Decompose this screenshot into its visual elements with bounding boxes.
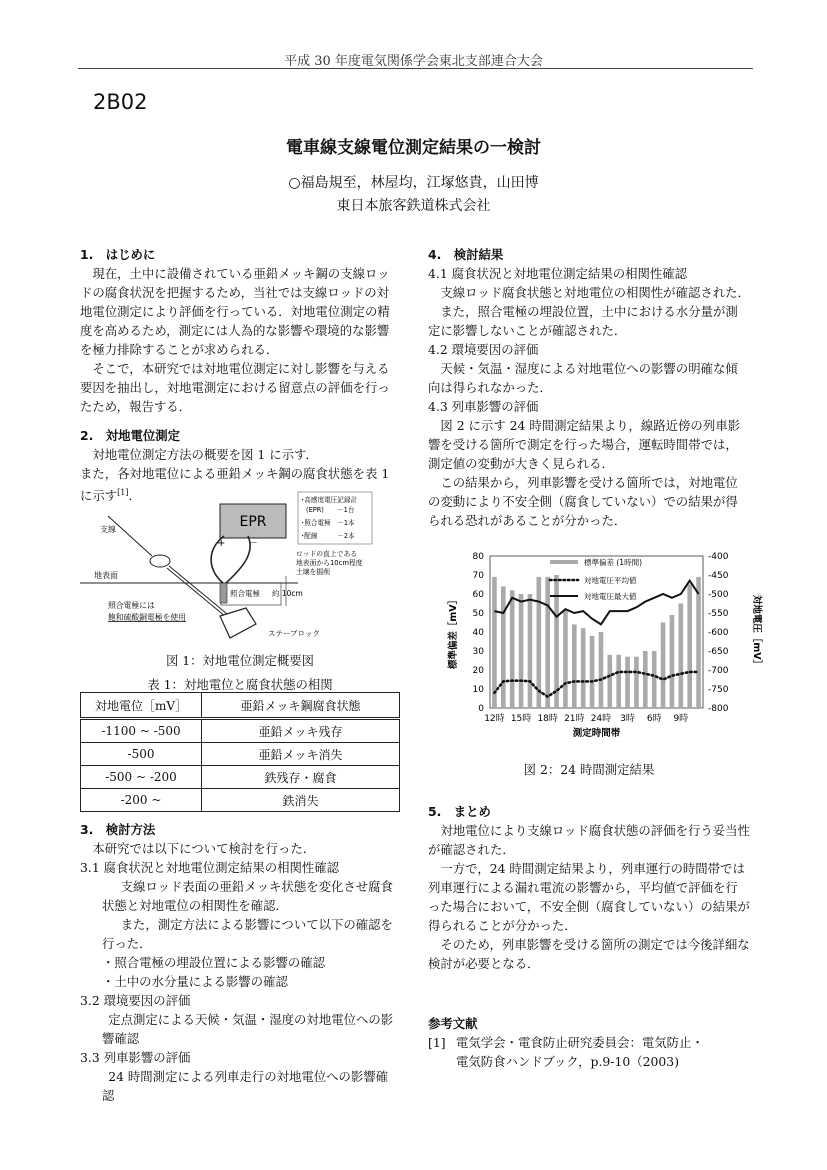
std-dev-bar (652, 651, 657, 708)
section-4-1-paragraph-2: また，照合電極の埋設位置，土中における水分量が測定に影響しないことが確認された． (428, 304, 738, 338)
reference-item (428, 1033, 750, 1071)
std-dev-bar (590, 636, 595, 708)
minus-terminal: － (248, 538, 258, 549)
table-cell: 亜鉛メッキ消失 (202, 743, 400, 766)
std-dev-bar (492, 577, 497, 708)
table-header-corrosion: 亜鉛メッキ鋼腐食状態 (202, 693, 400, 719)
plus-terminal: + (217, 538, 226, 549)
y-left-axis-label: 標準偏差［mV］ (448, 594, 459, 670)
std-dev-bar (528, 594, 533, 708)
table-cell: -500 (81, 743, 202, 766)
y-right-tick-label: -450 (708, 571, 729, 581)
legend-wire: ･配線 －2本 (301, 532, 355, 540)
figure-2-caption: 図 2：24 時間測定結果 (523, 762, 655, 777)
stay-block-label: ステーブロック (268, 629, 320, 638)
section-3-2-paragraph: 定点測定による天候・気温・湿度の対地電位への影響確認 (102, 1012, 394, 1046)
y-left-tick-label: 40 (472, 628, 484, 638)
guy-wire-line (108, 516, 152, 556)
std-dev-bar (510, 590, 515, 708)
section-2-title: 2. 対地電位測定 (80, 428, 181, 443)
section-3-2-heading: 3.2 環境要因の評価 (80, 993, 191, 1008)
legend-epr-count: (EPR) －1台 (306, 506, 355, 514)
std-dev-bar (572, 624, 577, 708)
y-left-tick-label: 80 (472, 552, 484, 562)
x-tick-label: 21時 (564, 714, 585, 724)
table-cell: -1100 ~ -500 (81, 719, 202, 743)
paper-title: 電車線支線電位測定結果の一検討 (286, 138, 541, 158)
guy-wire-label: 支線 (100, 525, 116, 534)
figure-1-diagram (80, 488, 410, 650)
epr-label: EPR (239, 514, 267, 530)
std-dev-bar (625, 657, 630, 708)
x-tick-label: 3時 (620, 714, 635, 724)
std-dev-bar (599, 632, 604, 708)
section-2-paragraph-2-text: また，各対地電位による亜鉛メッキ鋼の腐食状態を表 1 に示す (80, 466, 390, 504)
figure-1-caption: 図 1：対地電位測定概要図 (165, 653, 315, 668)
section-3-1-heading: 3.1 腐食状況と対地電位測定結果の相関性確認 (80, 860, 340, 875)
section-3-1-bullet-1: ・照合電極の埋設位置による影響の確認 (102, 955, 326, 970)
y-left-tick-label: 70 (472, 571, 484, 581)
section-5-paragraph-2: 一方で，24 時間測定結果より，列車運行の時間帯では列車運行による漏れ電流の影響から，平均値で評価を行った場合において，不安全側（腐食していない）の結果が得られることが分かった． (428, 861, 750, 933)
section-1-title: 1. はじめに (80, 247, 156, 262)
section-1-paragraph-1: 現在，土中に設備されている亜鉛メッキ鋼の支線ロッドの腐食状況を把握するため，当社では支線ロッドの対地電位測定により評価を行っている．対地電位測定の精度を高めるため，測定には人為的な影響や環境的な影響を極力排除することが求められる． (80, 266, 390, 357)
section-4-2-paragraph: 天候・気温・湿度による対地電位への影響の明確な傾向は得られなかった． (428, 361, 738, 395)
avg-voltage-line (494, 672, 698, 697)
std-dev-bar (545, 577, 550, 708)
std-dev-bar (501, 586, 506, 708)
paper-id: 2B02 (93, 90, 148, 114)
section-4-1-heading: 4.1 腐食状況と対地電位測定結果の相関性確認 (428, 266, 688, 281)
section-3-1-paragraph-1: 支線ロッド表面の亜鉛メッキ状態を変化させ腐食状態と対地電位の相関性を確認． (102, 879, 393, 913)
electrode-note-2: 飽和硫酸銅電極を使用 (108, 613, 186, 622)
reference-line-2: 電気防食ハンドブック，p.9-10（2003) (456, 1054, 680, 1069)
right-column-top (428, 245, 750, 530)
y-right-tick-label: -800 (708, 704, 729, 714)
reference-line-1: 電気学会・電食防止研究委員会：電気防止・ (456, 1035, 704, 1050)
conference-header: 平成 30 年度電気関係学会東北支部連合大会 (284, 54, 543, 69)
electrode-note-1: 照合電極には (108, 601, 155, 610)
table-1 (80, 692, 400, 812)
rod-note-2: 地表面から10cm程度 (296, 559, 363, 567)
table-header-potential: 対地電位［mV］ (81, 693, 202, 719)
figure-2-chart (440, 548, 770, 753)
x-tick-label: 6時 (646, 714, 662, 724)
y-right-tick-label: -700 (708, 666, 729, 676)
reference-electrode-label: 照合電極 (230, 589, 260, 598)
x-tick-label: 15時 (510, 714, 532, 724)
table-cell: -500 ~ -200 (81, 766, 202, 789)
x-tick-label: 9時 (673, 714, 689, 724)
header-rule (78, 68, 753, 69)
section-5-paragraph-3: そのため，列車影響を受ける箇所の測定では今後詳細な検討が必要となる． (428, 937, 750, 971)
affiliation: 東日本旅客鉄道株式会社 (336, 198, 491, 214)
y-right-tick-label: -750 (708, 685, 729, 695)
section-4-3-paragraph-1: 図 2 に示す 24 時間測定結果より，線路近傍の列車影響を受ける箇所で測定を行った場合，運転時間帯では，測定値の変動が大きく見られる． (428, 418, 740, 471)
x-axis-label: 測定時間帯 (572, 728, 621, 739)
std-dev-bar (519, 594, 524, 708)
std-dev-bar (616, 655, 621, 708)
references (428, 1014, 750, 1071)
y-left-tick-label: 50 (472, 609, 484, 619)
y-left-tick-label: 60 (472, 590, 484, 600)
table-cell: -200 ~ (81, 789, 202, 812)
depth-label: 約 10cm (272, 589, 303, 598)
y-right-tick-label: -500 (708, 590, 729, 600)
section-4-1-paragraph-1: 支線ロッド腐食状態と対地電位の相関性が確認された． (440, 285, 750, 300)
std-dev-bar (643, 651, 648, 708)
left-column-bottom (80, 820, 400, 1105)
y-right-axis-label: 対地電圧［mV］ (751, 594, 762, 670)
table-row (81, 766, 400, 789)
y-left-tick-label: 30 (472, 647, 484, 657)
std-dev-bar (581, 628, 586, 708)
section-5-title: 5. まとめ (428, 804, 491, 819)
section-3-3-heading: 3.3 列車影響の評価 (80, 1050, 191, 1065)
ground-surface-label: 地表面 (94, 571, 118, 580)
wire-minus (226, 536, 250, 583)
std-dev-bar (608, 655, 613, 708)
table-row (81, 743, 400, 766)
rod-note-1: ロッドの直上である (296, 550, 358, 558)
std-dev-bar (679, 604, 684, 709)
table-1-caption: 表 1：対地電位と腐食状態の相関 (147, 677, 333, 692)
std-dev-bar (634, 657, 639, 708)
y-left-tick-label: 0 (478, 704, 484, 714)
section-1-paragraph-2: そこで，本研究では対地電位測定に対し影響を与える要因を抽出し，対地電測定における留意点の評価を行ったため，報告する． (80, 361, 390, 414)
table-cell: 鉄残存・腐食 (202, 766, 400, 789)
std-dev-bar (670, 615, 675, 708)
left-column-top (80, 245, 400, 505)
y-left-tick-label: 10 (472, 685, 484, 695)
table-cell: 鉄消失 (202, 789, 400, 812)
reference-number: [1] (428, 1035, 446, 1050)
legend-electrode: ･照合電極 －1本 (301, 519, 355, 527)
y-right-tick-label: -600 (708, 628, 729, 638)
reference-electrode (220, 583, 227, 603)
reference-text (456, 1033, 704, 1071)
table-row (81, 789, 400, 812)
legend-epr: ･高感度電圧記録計 (301, 496, 358, 504)
citation-ref: [1] (117, 488, 129, 497)
section-3-1-bullet-2: ・土中の水分量による影響の確認 (102, 974, 288, 989)
section-2-paragraph-1: 対地電位測定方法の概要を図 1 に示す． (92, 447, 318, 462)
guy-wire-insulator (150, 555, 170, 567)
section-4-3-paragraph-2: この結果から，列車影響を受ける箇所では，対地電位の変動により不安全側（腐食していない）での結果が得られる恐れがあることが分かった． (428, 475, 738, 528)
right-column-bottom (428, 802, 750, 973)
legend-label: 標準偏差 (1時間) (584, 558, 643, 567)
std-dev-bar (687, 585, 692, 709)
std-dev-bar (563, 611, 568, 708)
references-title: 参考文献 (428, 1016, 478, 1031)
y-right-tick-label: -550 (708, 609, 729, 619)
y-right-tick-label: -400 (708, 552, 729, 562)
section-5-paragraph-1: 対地電位により支線ロッド腐食状態の評価を行う妥当性が確認された． (428, 823, 750, 857)
section-3-title: 3. 検討方法 (80, 822, 156, 837)
authors: ○福島規至，林屋均，江塚悠貴，山田博 (288, 175, 539, 191)
legend-label: 対地電圧平均値 (584, 576, 637, 585)
x-tick-label: 12時 (484, 714, 505, 724)
table-row (81, 719, 400, 743)
section-3-1-paragraph-2: また，測定方法による影響について以下の確認を行った． (102, 917, 393, 951)
table-header-row (81, 693, 400, 719)
section-3-intro: 本研究では以下について検討を行った． (92, 841, 316, 856)
table-cell: 亜鉛メッキ残存 (202, 719, 400, 743)
section-2-paragraph-2-end: ． (128, 488, 141, 504)
rod-note-3: 土壌を掘削 (296, 568, 330, 576)
max-voltage-line (494, 581, 698, 625)
y-left-tick-label: 20 (472, 666, 484, 676)
std-dev-bar (696, 577, 701, 708)
x-tick-label: 24時 (590, 714, 612, 724)
legend-label: 対地電圧最大値 (584, 592, 637, 601)
section-4-2-heading: 4.2 環境要因の評価 (428, 342, 539, 357)
section-4-title: 4. 検討結果 (428, 247, 504, 262)
section-4-3-heading: 4.3 列車影響の評価 (428, 399, 539, 414)
std-dev-bar (661, 623, 666, 709)
y-right-tick-label: -650 (708, 647, 729, 657)
legend-bar-swatch (550, 560, 578, 564)
x-tick-label: 18時 (537, 714, 558, 724)
section-3-3-paragraph: 24 時間測定による列車走行の対地電位への影響確認 (102, 1069, 389, 1103)
